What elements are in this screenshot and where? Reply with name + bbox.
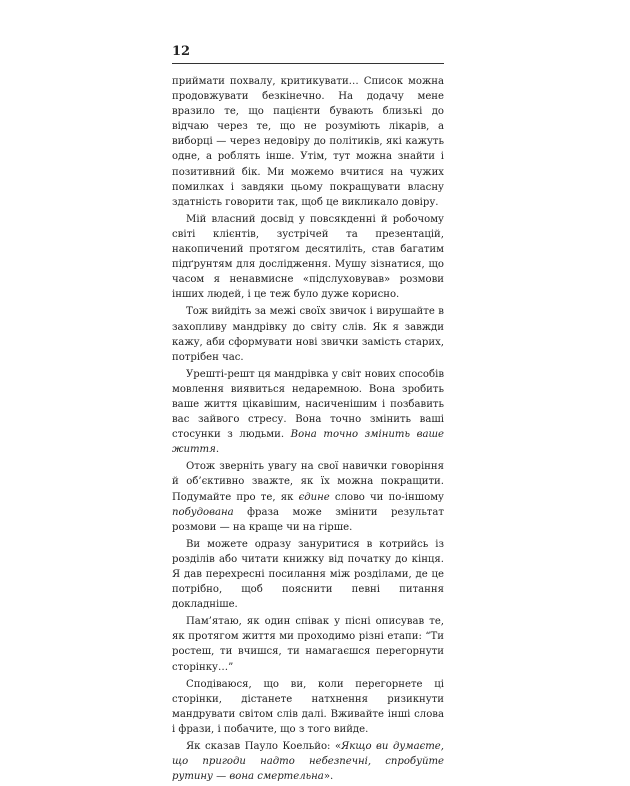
paragraph	[172, 304, 444, 364]
text-run: Мій власний досвід у повсякденні й робочому світі клієнтів, зустрічей та презентацій, накопичений протягом десятиліть, став багатим підґрунтям для дослідження. Мушу зізнатися, що часом я ненавмисне «підслуховував» розмови інших людей, і це теж було дуже корисно.	[172, 213, 444, 301]
text-run: Тож вийдіть за межі своїх звичок і вирушайте в захопливу мандрівку до світу слів. Як я завжди кажу, аби сформувати нові звички замість старих, потрібен час.	[172, 306, 444, 363]
text-run: Пам’ятаю, як один співак у пісні описував те, як протягом життя ми проходимо різні етапи: “Ти ростеш, ти вчишся, ти намагаєшся перегорнути сторінку…”	[172, 616, 444, 673]
italic-text: Вона точно змінить ваше життя	[172, 429, 444, 456]
italic-text: Якщо ви думаєте, що пригоди надто небезпечні, спробуйте рутину — вона смертельна	[172, 741, 444, 783]
text-run: приймати похвалу, критикувати… Список можна продовжувати безкінечно. На додачу мене вразило те, що пацієнти бувають близькі до відчаю через те, що не розуміють лікарів, а виборці — через недовіру до політиків, які кажуть одне, а роблять інше. Утім, тут можна знайти і позитивний бік. Ми можемо вчитися на чужих помилках і завдяки цьому покращувати власну здатність говорити так, щоб це викликало довіру.	[172, 76, 444, 208]
paragraph	[172, 74, 444, 210]
text-run: Як сказав Пауло Коельйо: «	[186, 741, 342, 753]
text-run: слово чи по-іншому	[329, 491, 444, 503]
text-run: .	[215, 444, 220, 456]
text-run: Урешті-решт ця мандрівка у світ нових способів мовлення виявиться недаремною. Вона зробить ваше життя цікавішим, насиченішим і позбавить вас зайвого стресу. Вона точно змінить ваші стосунки з людьми.	[172, 368, 444, 441]
paragraph	[172, 459, 444, 534]
italic-text: єдине	[298, 491, 330, 503]
text-run: фраза може змінити результат розмови — на краще чи на гірше.	[172, 506, 444, 533]
paragraph	[172, 739, 444, 784]
paragraph	[172, 367, 444, 458]
header-rule	[172, 63, 444, 64]
text-run: Ви можете одразу зануритися в котрийсь із розділів або читати книжку від початку до кінця. Я дав перехресні посилання між розділами, де це потрібно, щоб пояснити певні питання докладніше.	[172, 538, 444, 611]
paragraph	[172, 677, 444, 737]
italic-text: побудована	[172, 506, 234, 518]
paragraph	[172, 537, 444, 612]
text-run: Сподіваюся, що ви, коли перегорнете ці сторінки, дістанете натхнення ризикнути мандрувати світом слів далі. Вживайте інші слова і фрази, і побачите, що з того вийде.	[172, 678, 444, 735]
text-run: ».	[323, 771, 334, 783]
paragraph	[172, 614, 444, 674]
text-run: Отож зверніть увагу на свої навички говоріння й об’єктивно зважте, як їх можна покращити. Подумайте про те, як	[172, 461, 444, 503]
body-text	[172, 74, 444, 786]
paragraph	[172, 212, 444, 303]
page-number: 12	[172, 44, 191, 59]
